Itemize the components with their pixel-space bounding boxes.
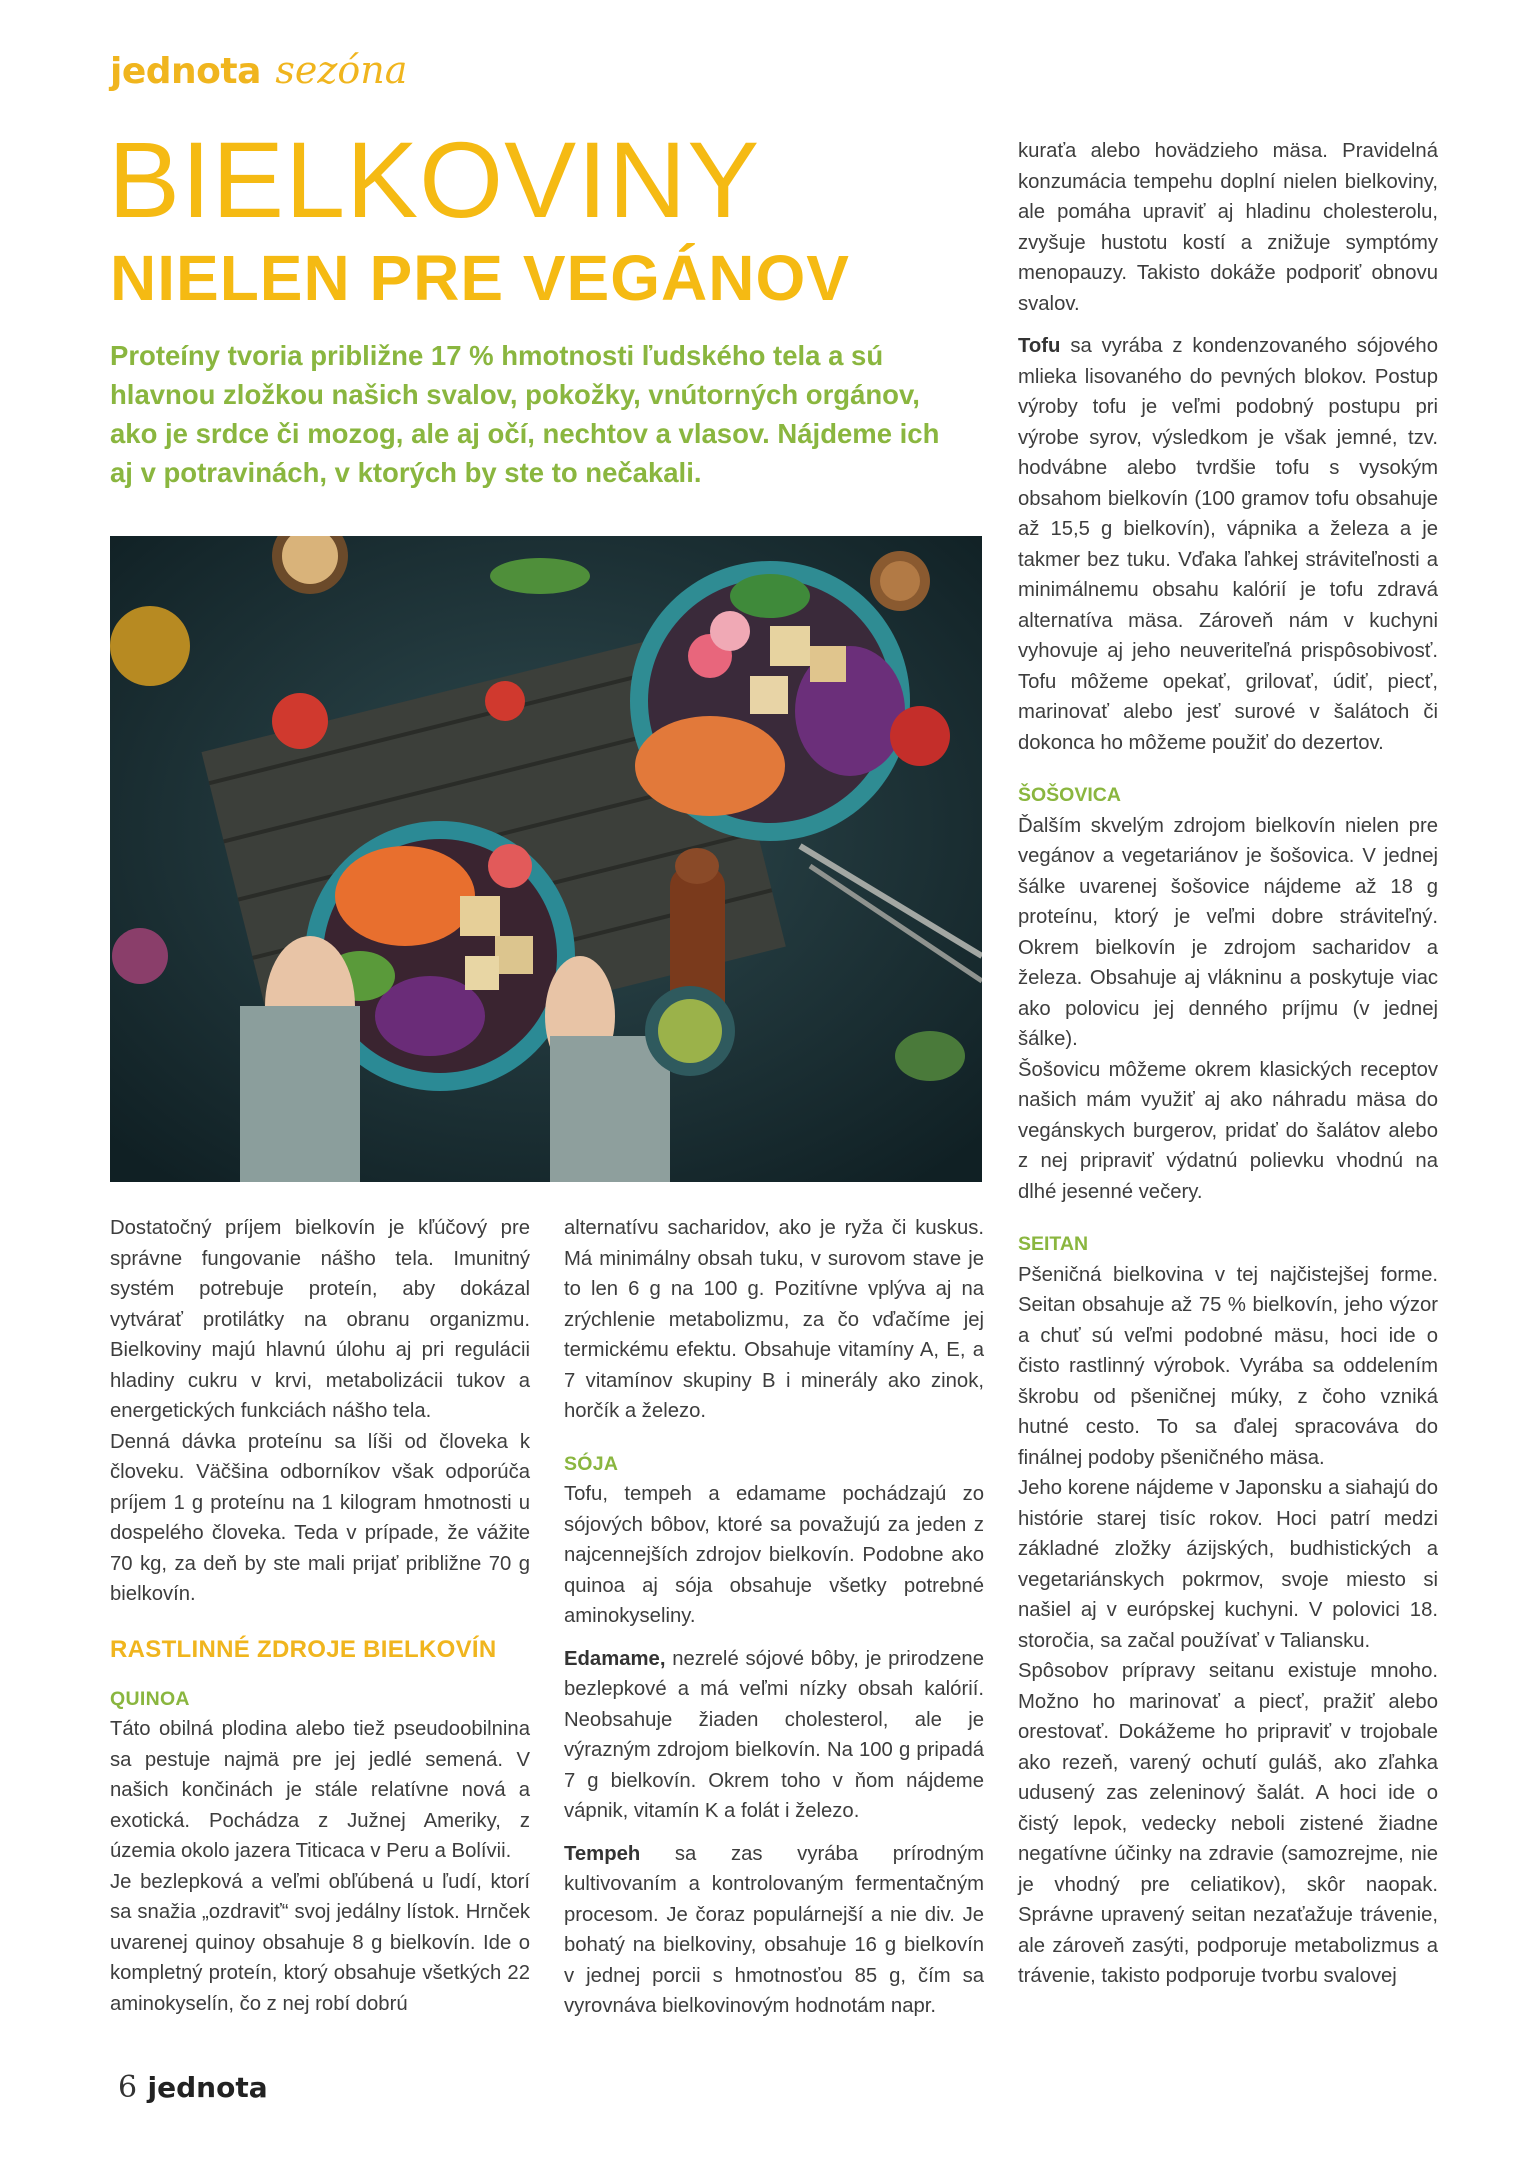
article-title: BIELKOVINY [108,119,761,240]
food-bowls-photo [110,536,982,1182]
seitan-paragraph-3: Spôsobov prípravy seitanu existuje mnoho. Možno ho marinovať a piecť, pražiť alebo orestovať. Dokážeme ho pripraviť v trojobale ako rezeň, varený ochutí guláš, ako zľahka udusený zas zeleninový šalát. A hoci ide o čistý lepok, vedecky neboli zistené žiadne negatívne účinky na zdravie (samozrejme, nie je vhodný pre celiatikov), skôr naopak. Správne upravený seitan nezaťažuje trávenie, ale zároveň zasýti, podporuje metabolizmus a trávenie, takisto podporuje tvorbu svalovej [1018,1660,1438,1987]
article-subtitle: NIELEN PRE VEGÁNOV [110,242,850,314]
sauce-bowl [890,706,950,766]
tofu-term: Tofu [1018,335,1061,357]
sosovica-paragraph-2: Šošovicu môžeme okrem klasických receptov našich mám využiť aj ako náhradu mäsa do vegánskych burgerov, pridať do šalátov alebo z nej pripraviť výdatnú polievku vhodnú na dlhé jesenné večery. [1018,1058,1438,1203]
section-name: sezóna [275,48,408,92]
quinoa-paragraph-1: Táto obilná plodina alebo tiež pseudoobilnina sa pestuje najmä pre jej jedlé semená. V našich končinách je stále relatívne nová a exotická. Pochádza z Južnej Ameriky, z územia okolo jazera Titicaca v Peru a Bolívii. [110,1718,530,1862]
tempeh-term: Tempeh [564,1842,641,1865]
footer-brand: jednota [147,2071,268,2104]
masthead [110,48,407,96]
section-heading-plant-sources: RASTLINNÉ ZDROJE BIELKOVÍN [110,1635,497,1663]
tempeh-paragraph [564,1839,984,2022]
text-column-1 [110,1213,530,2019]
salad-bowl-right [630,561,910,841]
tempeh-continued-paragraph: kuraťa alebo hovädzieho mäsa. Pravidelná konzumácia tempehu doplní nielen bielkoviny, ale pomáha upraviť aj hladinu cholesterolu, zvyšuje hustotu kostí a znižuje symptómy menopauzy. Takisto dokáže podporiť obnovu svalov. [1018,140,1438,315]
subheading-quinoa: QUINOA [110,1687,190,1710]
tempeh-text: sa zas vyrába prírodným kultivovaním a kontrolovaným fermentačným procesom. Je čoraz populárnejší a nie div. Je bohatý na bielkoviny, obsahuje 16 g bielkovín v jednej porcii s hmotnosťou 85 g, čím sa vyrovnáva bielkovinovým hodnotám napr. [564,1842,984,2017]
text-column-3 [1018,136,1438,1992]
sosovica-paragraph-1: Ďalším skvelým zdrojom bielkovín nielen pre vegánov a vegetariánov je šošovica. V jednej šálke uvarenej šošovice nájdeme až 18 g proteínu, ktorý je veľmi dobre stráviteľný. Okrem bielkovín je zdrojom sacharidov a železa. Obsahuje aj vlákninu a poskytuje viac ako polovicu jej denného príjmu (v jednej šálke). [1018,814,1438,1050]
article-lead: Proteíny tvoria približne 17 % hmotnosti ľudského tela a sú hlavnou zložkou našich svalov, pokožky, vnútorných orgánov, ako je srdce či mozog, ale aj očí, nechtov a vlasov. Nájdeme ich aj v potravinách, v ktorých by ste to nečakali. [110,340,940,488]
seitan-paragraph-2: Jeho korene nájdeme v Japonsku a siahajú do histórie starej tisíc rokov. Hoci patrí medzi základné zložky ázijských, budhistických a vegetariánskych pokrmov, svoje miesto si našiel aj v európskej kuchyni. V polovici 18. storočia, sa začal používať v Taliansku. [1018,1477,1438,1652]
herbs [895,1031,965,1081]
tofu-text: sa vyrába z kondenzovaného sójového mlieka lisovaného do pevných blokov. Postup výroby tofu je veľmi podobný postupu pri výrobe syrov, výsledkom je však jemné, tzv. hodvábne alebo tvrdšie tofu s vysokým obsahom bielkovín (100 gramov tofu obsahuje až 15,5 g bielkovín), vápnika a železa a je takmer bez tuku. Vďaka ľahkej stráviteľnosti a minimálnemu obsahu kalórií je tofu zdravá alternatíva mäsa. Zároveň nám v kuchyni vyhovuje aj jeho neuveriteľná prispôsobivosť. Tofu môžeme opekať, grilovať, údiť, piecť, marinovať alebo jesť surové v šalátoch či dokonca ho môžeme použiť do dezertov. [1018,335,1438,754]
quinoa-continued-paragraph: alternatívu sacharidov, ako je ryža či kuskus. Má minimálny obsah tuku, v surovom stave je to len 6 g na 100 g. Pozitívne vplýva aj na zrýchlenie metabolizmu, za čo vďačíme jej termickému efektu. Obsahuje vitamíny A, E, a 7 vitamínov skupiny B i minerály ako zinok, horčík a železo. [564,1217,984,1422]
edamame-text: nezrelé sójové bôby, je prirodzene bezlepkové a má veľmi nízky obsah kalórií. Neobsahuje žiaden cholesterol, ale je výrazným zdrojom bielkovín. Na 100 g pripadá 7 g bielkovín. Okrem toho v ňom nájdeme vápnik, vitamín K a folát i železo. [564,1647,984,1822]
edamame-term: Edamame, [564,1647,666,1670]
quinoa-paragraph-2: Je bezlepková a veľmi obľúbená u ľudí, ktorí sa snažia „ozdraviť“ svoj jedálny lístok. Hrnček uvarenej quinoy obsahuje 8 g bielkovín. Ide o kompletný proteín, ktorý obsahuje všetkých 22 aminokyselín, čo z nej robí dobrú [110,1870,530,2015]
intro-paragraph-1: Dostatočný príjem bielkovín je kľúčový pre správne fungovanie nášho tela. Imunitný systém potrebuje proteín, aby dokázal vytvárať protilátky na obranu organizmu. Bielkoviny majú hlavnú úlohu aj pri regulácii hladiny cukru v krvi, metabolizácii tukov a energetických funkciách nášho tela. [110,1217,530,1422]
brand-logo: jednota [110,51,261,92]
subheading-sosovica: ŠOŠOVICA [1018,784,1121,806]
tofu-paragraph [1018,331,1438,758]
seitan-paragraph-1: Pšeničná bielkovina v tej najčistejšej forme. Seitan obsahuje až 75 % bielkovín, jeho výzor a chuť sú veľmi podobné mäsu, hoci ide o čisto rastlinný výrobok. Vyrába sa oddelením škrobu od pšeničnej múky, z čoho vzniká hutné cesto. To sa ďalej spracováva do finálnej podoby pšeničného mäsa. [1018,1263,1438,1469]
text-column-2 [564,1213,984,2022]
soja-paragraph: Tofu, tempeh a edamame pochádzajú zo sójových bôbov, ktoré sa považujú za jeden z najcennejších zdrojov bielkovín. Podobne ako quinoa aj sója obsahuje všetky potrebné aminokyseliny. [564,1483,984,1627]
subheading-soja: SÓJA [564,1452,619,1475]
subheading-seitan: SEITAN [1018,1233,1089,1255]
intro-paragraph-2: Denná dávka proteínu sa líši od človeka k človeku. Väčšina odborníkov však odporúča príjem 1 g proteínu na 1 kilogram hmotnosti u dospelého človeka. Teda v prípade, že vážite 70 kg, za deň by ste mali prijať približne 70 g bielkovín. [110,1430,530,1605]
leaves [490,558,590,594]
red-onion [112,928,168,984]
oil-bottle [110,606,190,686]
edamame-paragraph [564,1644,984,1827]
tomato [272,693,328,749]
page-number: 6 [118,2070,138,2105]
page-footer [118,2070,268,2105]
